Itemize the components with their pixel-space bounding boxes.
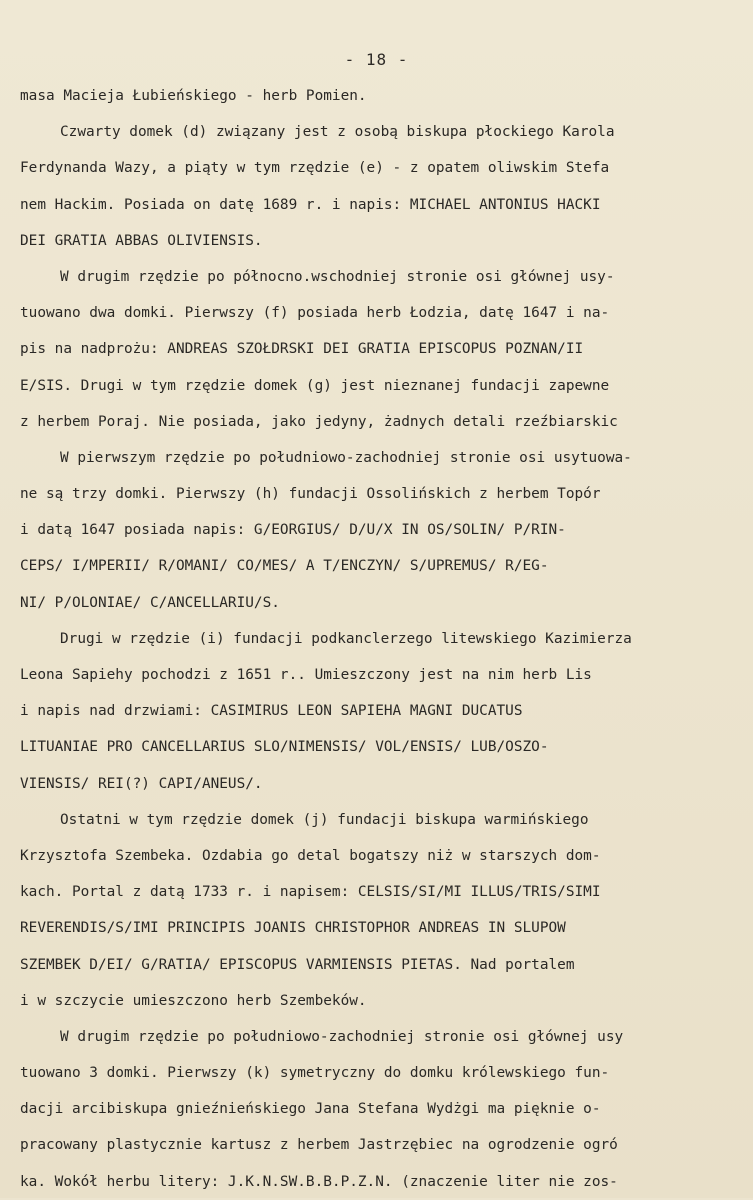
page-number: - 18 -: [344, 50, 409, 69]
text-line: W drugim rzędzie po południowo-zachodniej stronie osi głównej usy: [60, 1028, 624, 1045]
text-line: i datą 1647 posiada napis: G/EORGIUS/ D/U/X IN OS/SOLIN/ P/RIN-: [20, 522, 566, 539]
text-line: tuowano dwa domki. Pierwszy (f) posiada herb Łodzia, datę 1647 i na-: [20, 305, 610, 322]
text-line: tuowano 3 domki. Pierwszy (k) symetryczny do domku królewskiego fun-: [20, 1065, 610, 1082]
text-line: i w szczycie umieszczono herb Szembeków.: [20, 992, 367, 1009]
text-line: Ostatni w tym rzędzie domek (j) fundacji biskupa warmińskiego: [60, 811, 589, 828]
text-line: pracowany plastycznie kartusz z herbem Jastrzębiec na ogrodzenie ogró: [20, 1137, 618, 1154]
text-line: ne są trzy domki. Pierwszy (h) fundacji Ossolińskich z herbem Topór: [20, 486, 601, 503]
text-line: ka. Wokół herbu litery: J.K.N.SW.B.B.P.Z.N. (znaczenie liter nie zos-: [20, 1173, 618, 1190]
text-line: SZEMBEK D/EI/ G/RATIA/ EPISCOPUS VARMIENSIS PIETAS. Nad portalem: [20, 956, 575, 973]
document-body: [20, 78, 742, 1200]
text-line: W pierwszym rzędzie po południowo-zachodniej stronie osi usytuowa-: [60, 449, 632, 466]
text-line: E/SIS. Drugi w tym rzędzie domek (g) jest nieznanej fundacji zapewne: [20, 377, 610, 394]
text-line: NI/ P/OLONIAE/ C/ANCELLARIU/S.: [20, 594, 280, 611]
text-line: REVERENDIS/S/IMI PRINCIPIS JOANIS CHRISTOPHOR ANDREAS IN SLUPOW: [20, 920, 566, 937]
text-line: Leona Sapiehy pochodzi z 1651 r.. Umieszczony jest na nim herb Lis: [20, 667, 592, 683]
text-line: DEI GRATIA ABBAS OLIVIENSIS.: [20, 232, 263, 249]
text-line: i napis nad drzwiami: CASIMIRUS LEON SAPIEHA MAGNI DUCATUS: [20, 703, 523, 720]
text-line: Czwarty domek (d) związany jest z osobą biskupa płockiego Karola: [60, 124, 615, 141]
text-line: nem Hackim. Posiada on datę 1689 r. i napis: MICHAEL ANTONIUS HACKI: [20, 196, 601, 213]
text-line: dacji arcibiskupa gnieźnieńskiego Jana Stefana Wydżgi ma pięknie o-: [20, 1101, 601, 1118]
text-line: W drugim rzędzie po północno.wschodniej stronie osi głównej usy-: [60, 268, 615, 285]
text-line: masa Macieja Łubieńskiego - herb Pomien.: [20, 88, 367, 104]
text-line: Krzysztofa Szembeka. Ozdabia go detal bogatszy niż w starszych dom-: [20, 847, 601, 864]
text-line: LITUANIAE PRO CANCELLARIUS SLO/NIMENSIS/ VOL/ENSIS/ LUB/OSZO-: [20, 739, 549, 756]
text-line: Drugi w rzędzie (i) fundacji podkanclerzego litewskiego Kazimierza: [60, 630, 632, 647]
text-line: z herbem Poraj. Nie posiada, jako jedyny, żadnych detali rzeźbiarskic: [20, 413, 618, 430]
text-line: Ferdynanda Wazy, a piąty w tym rzędzie (e) - z opatem oliwskim Stefa: [20, 160, 610, 177]
text-line: pis na nadprożu: ANDREAS SZOŁDRSKI DEI GRATIA EPISCOPUS POZNAN/II: [20, 341, 584, 358]
text-line: CEPS/ I/MPERII/ R/OMANI/ CO/MES/ A T/ENCZYN/ S/UPREMUS/ R/EG-: [20, 558, 549, 575]
text-line: kach. Portal z datą 1733 r. i napisem: CELSIS/SI/MI ILLUS/TRIS/SIMI: [20, 884, 601, 901]
text-line: VIENSIS/ REI(?) CAPI/ANEUS/.: [20, 775, 263, 792]
